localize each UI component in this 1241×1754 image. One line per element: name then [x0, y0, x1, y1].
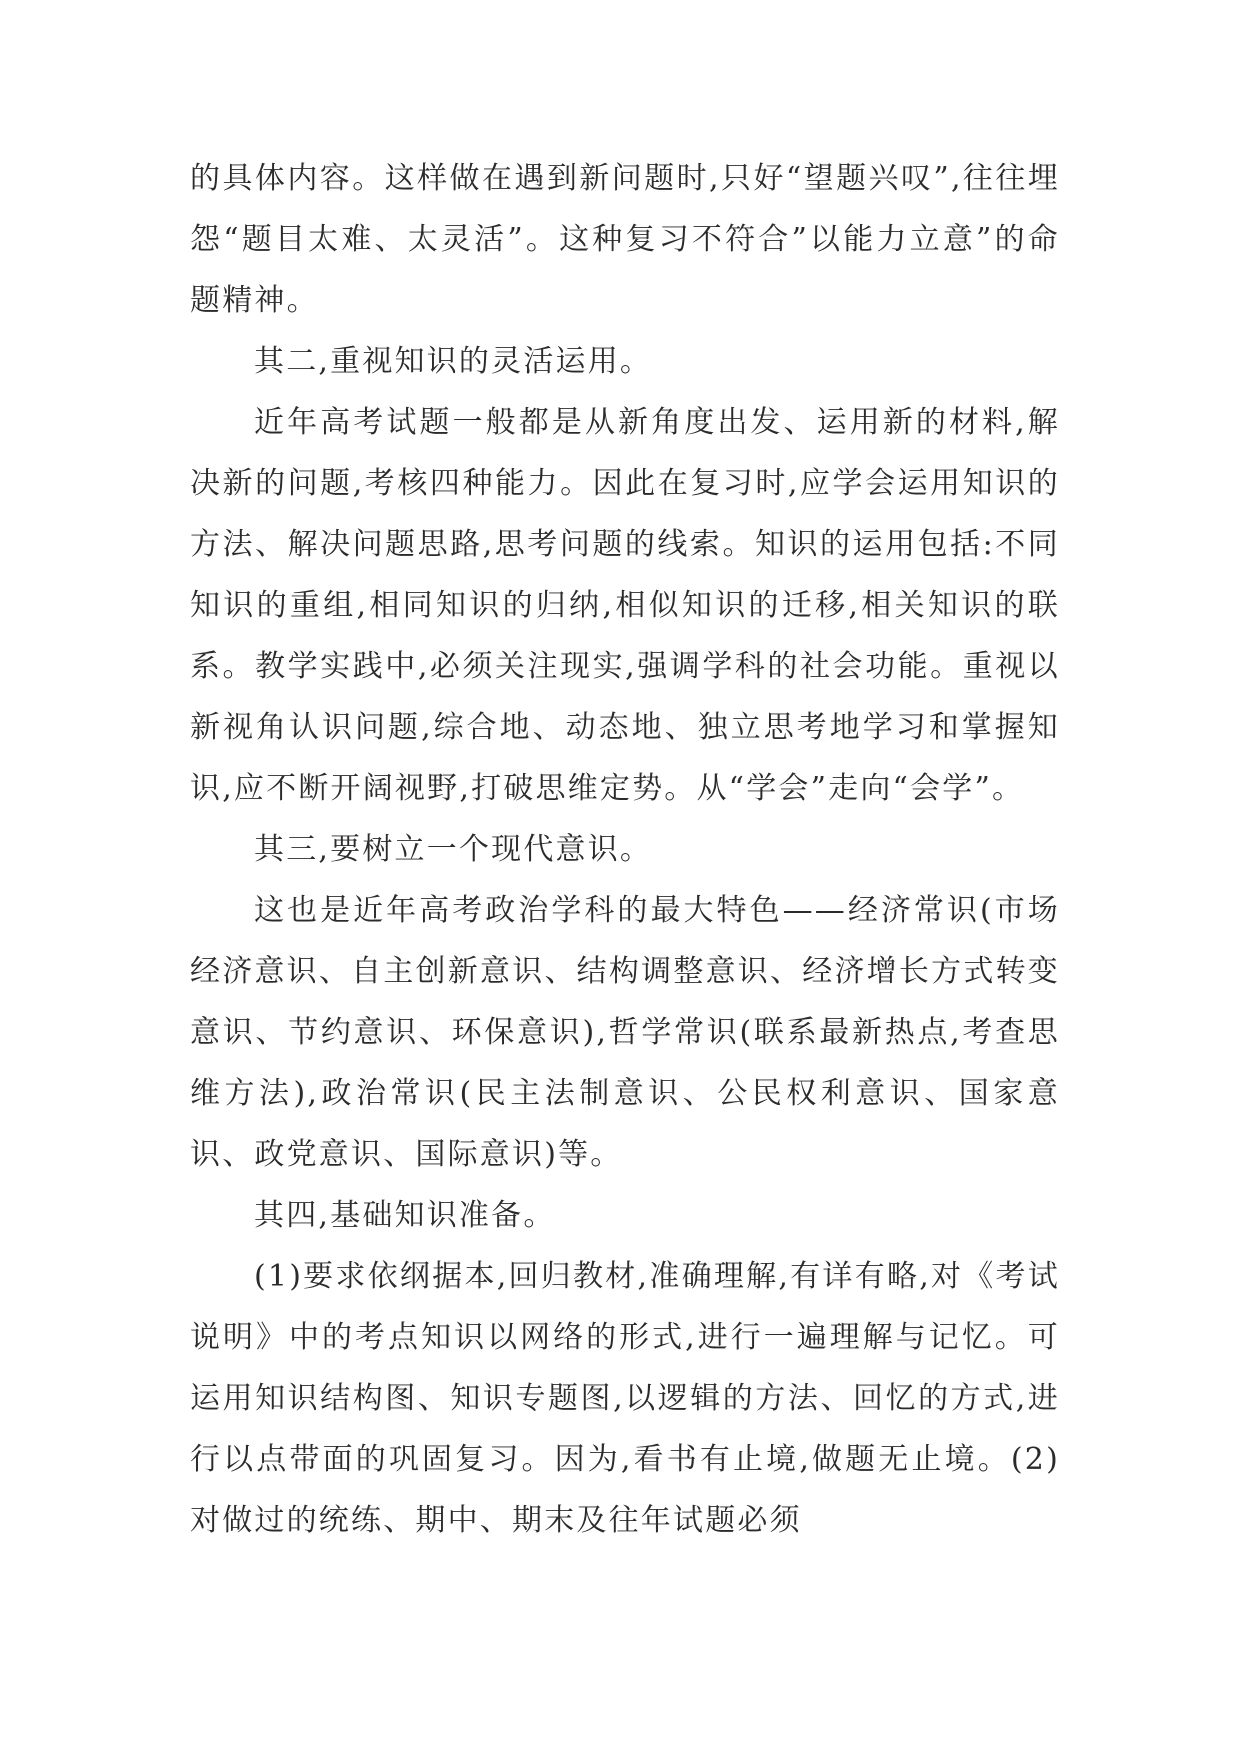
paragraph-modern-awareness: 这也是近年高考政治学科的最大特色——经济常识(市场经济意识、自主创新意识、结构调整意识、经济增长方式转变意识、节约意识、环保意识),哲学常识(联系最新热点,考查思维方法),政治常识(民主法制意识、公民权利意识、国家意识、政党意识、国际意识)等。 — [190, 893, 1060, 1172]
paragraph-continuation: 的具体内容。这样做在遇到新问题时,只好“望题兴叹”,往往埋怨“题目太难、太灵活”。这种复习不符合”以能力立意”的命题精神。 — [190, 161, 1060, 318]
document-body — [190, 148, 1060, 1551]
paragraph-heading-third: 其三,要树立一个现代意识。 — [254, 832, 653, 867]
paragraph-heading-fourth: 其四,基础知识准备。 — [254, 1198, 556, 1233]
paragraph-heading-second: 其二,重视知识的灵活运用。 — [254, 344, 653, 379]
paragraph-basic-knowledge: (1)要求依纲据本,回归教材,准确理解,有详有略,对《考试说明》中的考点知识以网络的形式,进行一遍理解与记忆。可运用知识结构图、知识专题图,以逻辑的方法、回忆的方式,进行以点带面的巩固复习。因为,看书有止境,做题无止境。(2)对做过的统练、期中、期末及往年试题必须 — [190, 1259, 1060, 1538]
paragraph-knowledge-application: 近年高考试题一般都是从新角度出发、运用新的材料,解决新的问题,考核四种能力。因此在复习时,应学会运用知识的方法、解决问题思路,思考问题的线索。知识的运用包括:不同知识的重组,相同知识的归纳,相似知识的迁移,相关知识的联系。教学实践中,必须关注现实,强调学科的社会功能。重视以新视角认识问题,综合地、动态地、独立思考地学习和掌握知识,应不断开阔视野,打破思维定势。从“学会”走向“会学”。 — [190, 405, 1060, 806]
